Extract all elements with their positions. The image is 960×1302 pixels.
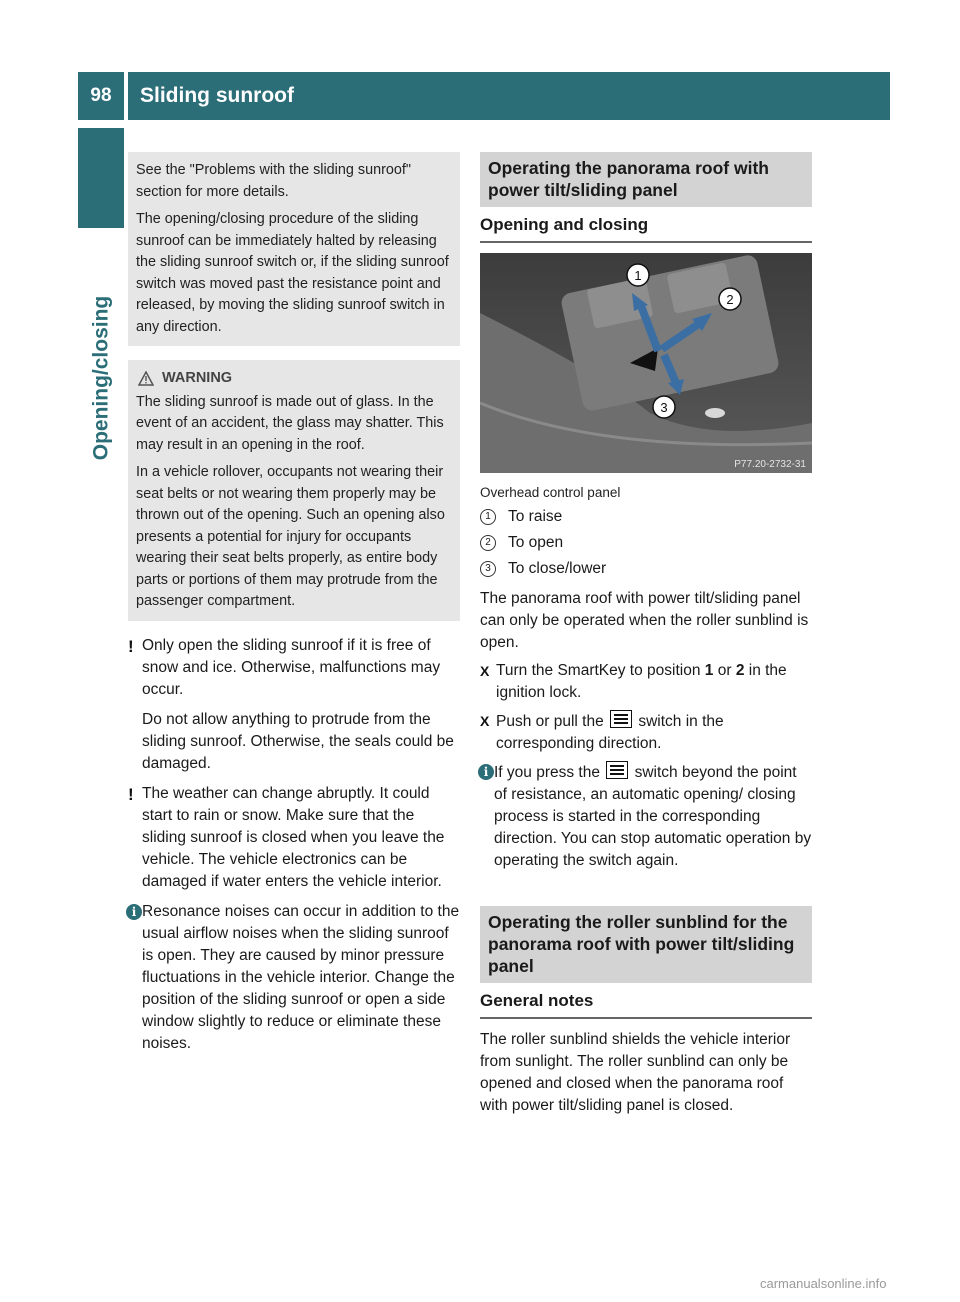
roof-switch-icon: [606, 761, 628, 779]
step-2-text-b: switch in the corresponding direction.: [496, 713, 724, 752]
step-2-text-a: Push or pull the: [496, 713, 609, 730]
info-resonance: [128, 901, 460, 1055]
legend-label-1: To raise: [508, 508, 563, 525]
legend-number-2: 2: [480, 535, 496, 551]
position-2: 2: [735, 662, 745, 679]
warning-paragraph-1: The sliding sunroof is made out of glass. In the event of an accident, the glass may shatter. This may result in an opening in the roof.: [136, 393, 444, 453]
svg-text:1: 1: [634, 268, 642, 283]
section-title-panorama-roof: Operating the panorama roof with power tilt/sliding panel: [480, 152, 812, 207]
info-box: [128, 152, 460, 346]
figure-caption: Overhead control panel: [480, 485, 621, 500]
warning-paragraph-2: In a vehicle rollover, occupants not wearing their seat belts or not wearing them properly may be thrown out of the opening. Such an opening also presents a potential for injury for occupants wearing their seat belts properly, as entire body parts or portions of them may protrude from the passenger compartment.: [136, 464, 445, 609]
roller-sunblind-general-text: The roller sunblind shields the vehicle interior from sunlight. The roller sunblind can only be opened and closed when the panorama roof with power tilt/sliding panel is closed.: [480, 1031, 791, 1114]
legend-number-1: 1: [480, 509, 496, 525]
step-1-or: or: [713, 662, 736, 679]
footer-watermark: carmanualsonline.info: [760, 1276, 887, 1291]
step-arrow-icon: X: [480, 713, 490, 729]
note-weather: [128, 783, 460, 893]
info-automatic-operation: [480, 761, 812, 872]
info-icon: i: [126, 904, 142, 920]
page-title: Sliding sunroof: [128, 72, 890, 120]
legend-label-3: To close/lower: [508, 560, 607, 577]
info-box-paragraph-2: The opening/closing procedure of the sliding sunroof can be immediately halted by releasing the sliding sunroof switch or, if the sliding sunroof switch was moved past the resistance point and released, by moving the sliding sunroof switch in any direction.: [136, 211, 449, 335]
side-tab-block: [78, 128, 124, 228]
overhead-control-panel-figure: [480, 253, 812, 473]
subsection-title-general-notes: General notes: [480, 983, 812, 1019]
note-snow-ice-text: Only open the sliding sunroof if it is free of snow and ice. Otherwise, malfunctions may occur.: [142, 636, 441, 698]
figure-marker-2: [719, 288, 741, 310]
step-1-text-b: in the ignition lock.: [496, 662, 787, 701]
subsection-title-opening-closing: Opening and closing: [480, 207, 812, 243]
side-tab-label: Opening/closing: [89, 295, 113, 461]
step-1-text-a: Turn the SmartKey to position: [496, 662, 705, 679]
figure-marker-1: [627, 264, 649, 286]
warning-triangle-icon: [138, 371, 154, 386]
warning-title: WARNING: [162, 370, 233, 386]
legend-number-3: 3: [480, 561, 496, 577]
svg-text:3: 3: [660, 400, 668, 415]
figure-illustration: [480, 253, 812, 473]
page-number: 98: [78, 72, 124, 120]
note-snow-ice: [128, 635, 460, 775]
position-1: 1: [704, 662, 714, 679]
roller-sunblind-requirement: The panorama roof with power tilt/sliding panel can only be operated when the roller sunblind is open.: [480, 590, 809, 651]
svg-text:2: 2: [726, 292, 734, 307]
legend-item: [480, 556, 812, 582]
warning-box: [128, 360, 460, 621]
legend-item: [480, 504, 812, 530]
roof-switch-icon: [610, 710, 632, 728]
note-weather-text: The weather can change abruptly. It could start to rain or snow. Make sure that the sliding sunroof is closed when you leave the vehicle. The vehicle electronics can be damaged if water enters the vehicle interior.: [142, 784, 445, 890]
info-icon: i: [478, 764, 494, 780]
side-tab: [78, 128, 124, 1208]
info-box-paragraph-1: See the "Problems with the sliding sunroof" section for more details.: [136, 162, 411, 200]
step-arrow-icon: X: [480, 663, 490, 679]
step-turn-smartkey: [480, 660, 812, 704]
exclamation-icon: !: [128, 784, 134, 804]
step-push-pull-switch: [480, 710, 812, 755]
legend-item: [480, 530, 812, 556]
section-title-roller-sunblind: Operating the roller sunblind for the panorama roof with power tilt/sliding panel: [480, 906, 812, 983]
figure-legend: [480, 504, 812, 582]
figure-code: P77.20-2732-31: [734, 459, 806, 470]
legend-label-2: To open: [508, 534, 564, 551]
right-column: [480, 152, 812, 1117]
side-tab-label-wrap: [78, 238, 124, 518]
note-protrude-text: Do not allow anything to protrude from the sliding sunroof. Otherwise, the seals could be damaged.: [142, 710, 454, 772]
info-resonance-text: Resonance noises can occur in addition to the usual airflow noises when the sliding sunroof is open. They are caused by minor pressure fluctuations in the vehicle interior. Change the position of the sliding sunroof or open a side window slightly to reduce or eliminate these noises.: [142, 902, 460, 1052]
warning-heading: [136, 368, 452, 390]
left-column: [128, 152, 460, 1063]
info-text-a: If you press the: [494, 764, 605, 781]
info-text-b: switch beyond the point of resistance, an automatic opening/ closing process is started in the corresponding direction. You can stop automatic operation by operating the switch again.: [494, 764, 812, 869]
figure-marker-3: [653, 396, 675, 418]
exclamation-icon: !: [128, 636, 134, 656]
